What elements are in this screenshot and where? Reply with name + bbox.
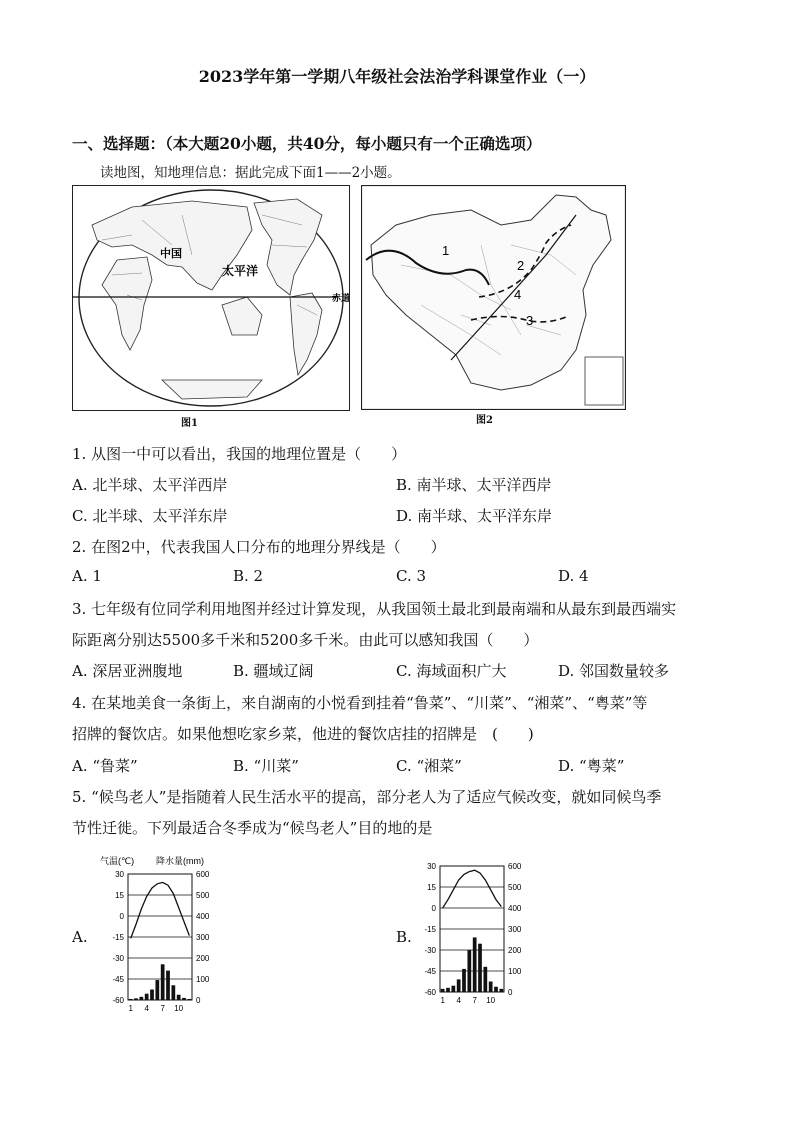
line-label-2: 2 [517, 258, 525, 273]
month-tick-label: 10 [486, 996, 496, 1005]
intro-text: 读地图，知地理信息：据此完成下面1——2小题。 [100, 165, 401, 181]
figure-2-caption: 图2 [476, 415, 493, 426]
temperature-tick-label: 0 [431, 904, 436, 913]
q4-option-a[interactable]: A. “鲁菜” [72, 757, 138, 775]
precipitation-tick-label: 200 [508, 946, 522, 955]
equator-label: 赤道 [332, 293, 350, 303]
precipitation-tick-label: 500 [508, 883, 522, 892]
q3-option-c[interactable]: C. 海域面积广大 [396, 662, 507, 680]
precipitation-bar [134, 998, 138, 1000]
world-map [72, 185, 350, 413]
temperature-axis-label: 气温(℃) [100, 856, 135, 866]
precipitation-bar [462, 969, 466, 992]
precipitation-bar [467, 950, 471, 992]
precipitation-bar [446, 988, 450, 992]
q4-option-c[interactable]: C. “湘菜” [396, 757, 462, 775]
q1-option-b[interactable]: B. 南半球、太平洋西岸 [396, 476, 552, 494]
question-2: 2. 在图2中，代表我国人口分布的地理分界线是（ ） [72, 538, 446, 556]
q5-option-a[interactable]: A. [72, 928, 88, 946]
q1-option-d[interactable]: D. 南半球、太平洋东岸 [396, 507, 553, 525]
line-label-4: 4 [514, 287, 522, 302]
china-map [361, 185, 626, 410]
precipitation-bar [441, 989, 445, 992]
precipitation-bar [177, 995, 181, 1000]
temperature-tick-label: 0 [119, 912, 124, 921]
temperature-tick-label: 15 [427, 883, 436, 892]
precipitation-bar [129, 999, 133, 1000]
temperature-line [131, 882, 190, 938]
line-label-3: 3 [526, 313, 534, 328]
temperature-tick-label: -15 [424, 925, 436, 934]
climate-chart-b [410, 856, 545, 1026]
pacific-label: 太平洋 [222, 264, 259, 278]
precipitation-bar [489, 982, 493, 993]
precipitation-bar [478, 944, 482, 992]
temperature-tick-label: 30 [115, 870, 124, 879]
precipitation-axis-label: 降水量(mm) [156, 856, 204, 866]
q1-option-a[interactable]: A. 北半球、太平洋西岸 [72, 476, 228, 494]
china-label: 中国 [160, 248, 182, 260]
month-tick-label: 10 [174, 1004, 184, 1013]
precipitation-bar [473, 937, 477, 992]
precipitation-bar [145, 994, 149, 1000]
q3-option-b[interactable]: B. 疆域辽阔 [233, 662, 314, 680]
q5-option-b[interactable]: B. [396, 928, 412, 946]
precipitation-bar [457, 979, 461, 992]
precipitation-bar [451, 986, 455, 992]
precipitation-tick-label: 300 [508, 925, 522, 934]
climate-chart-a [98, 848, 233, 1023]
question-4-line-1: 4. 在某地美食一条街上，来自湖南的小悦看到挂着“鲁菜”、“川菜”、“湘菜”、“粤菜”等 [72, 694, 648, 712]
temperature-tick-label: -30 [424, 946, 436, 955]
precipitation-bar [494, 987, 498, 992]
temperature-line [443, 870, 502, 908]
section-heading: 一、选择题：（本大题20小题，共40分，每小题只有一个正确选项） [72, 134, 542, 153]
q3-option-a[interactable]: A. 深居亚洲腹地 [72, 662, 183, 680]
question-3-line-1: 3. 七年级有位同学利用地图并经过计算发现，从我国领土最北到最南端和从最东到最西端实 [72, 600, 677, 618]
figure-1-caption: 图1 [181, 418, 198, 429]
month-tick-label: 1 [128, 1004, 133, 1013]
precipitation-tick-label: 400 [508, 904, 522, 913]
precipitation-bar [139, 997, 143, 1000]
line-label-1: 1 [442, 243, 450, 258]
precipitation-tick-label: 600 [196, 870, 210, 879]
precipitation-bar [166, 971, 170, 1000]
month-tick-label: 7 [472, 996, 477, 1005]
precipitation-tick-label: 0 [508, 988, 513, 997]
precipitation-tick-label: 600 [508, 862, 522, 871]
temperature-tick-label: -45 [424, 967, 436, 976]
precipitation-bar [187, 999, 191, 1000]
q2-option-a[interactable]: A. 1 [72, 567, 102, 585]
question-4-line-2: 招牌的餐饮店。如果他想吃家乡菜，他进的餐饮店挂的招牌是 ( ) [72, 725, 534, 743]
q4-option-d[interactable]: D. “粤菜” [558, 757, 625, 775]
precipitation-bar [155, 980, 159, 1000]
q1-option-c[interactable]: C. 北半球、太平洋东岸 [72, 507, 228, 525]
precipitation-tick-label: 200 [196, 954, 210, 963]
question-1: 1. 从图一中可以看出，我国的地理位置是（ ） [72, 445, 407, 463]
precipitation-bar [483, 967, 487, 992]
q2-option-d[interactable]: D. 4 [558, 567, 589, 585]
page-title: 2023学年第一学期八年级社会法治学科课堂作业（一） [198, 67, 596, 86]
q4-option-b[interactable]: B. “川菜” [233, 757, 299, 775]
month-tick-label: 1 [440, 996, 445, 1005]
question-5-line-1: 5. “候鸟老人”是指随着人民生活水平的提高，部分老人为了适应气候改变，就如同候鸟季 [72, 788, 662, 806]
precipitation-tick-label: 100 [508, 967, 522, 976]
precipitation-tick-label: 500 [196, 891, 210, 900]
precipitation-tick-label: 100 [196, 975, 210, 984]
precipitation-bar [171, 985, 175, 1000]
month-tick-label: 4 [144, 1004, 149, 1013]
q2-option-c[interactable]: C. 3 [396, 567, 427, 585]
temperature-tick-label: -45 [112, 975, 124, 984]
month-tick-label: 4 [456, 996, 461, 1005]
precipitation-tick-label: 400 [196, 912, 210, 921]
precipitation-bar [161, 964, 165, 1000]
temperature-tick-label: -60 [112, 996, 124, 1005]
q3-option-d[interactable]: D. 邻国数量较多 [558, 662, 670, 680]
temperature-tick-label: -15 [112, 933, 124, 942]
question-5-line-2: 节性迁徙。下列最适合冬季成为“候鸟老人”目的地的是 [72, 819, 433, 837]
precipitation-bar [182, 998, 186, 1000]
temperature-tick-label: 30 [427, 862, 436, 871]
temperature-tick-label: 15 [115, 891, 124, 900]
q2-option-b[interactable]: B. 2 [233, 567, 264, 585]
temperature-tick-label: -60 [424, 988, 436, 997]
question-3-line-2: 际距离分别达5500多千米和5200多千米。由此可以感知我国（ ） [72, 631, 539, 649]
precipitation-bar [150, 990, 154, 1001]
precipitation-bar [499, 989, 503, 992]
precipitation-tick-label: 0 [196, 996, 201, 1005]
temperature-tick-label: -30 [112, 954, 124, 963]
precipitation-tick-label: 300 [196, 933, 210, 942]
month-tick-label: 7 [160, 1004, 165, 1013]
